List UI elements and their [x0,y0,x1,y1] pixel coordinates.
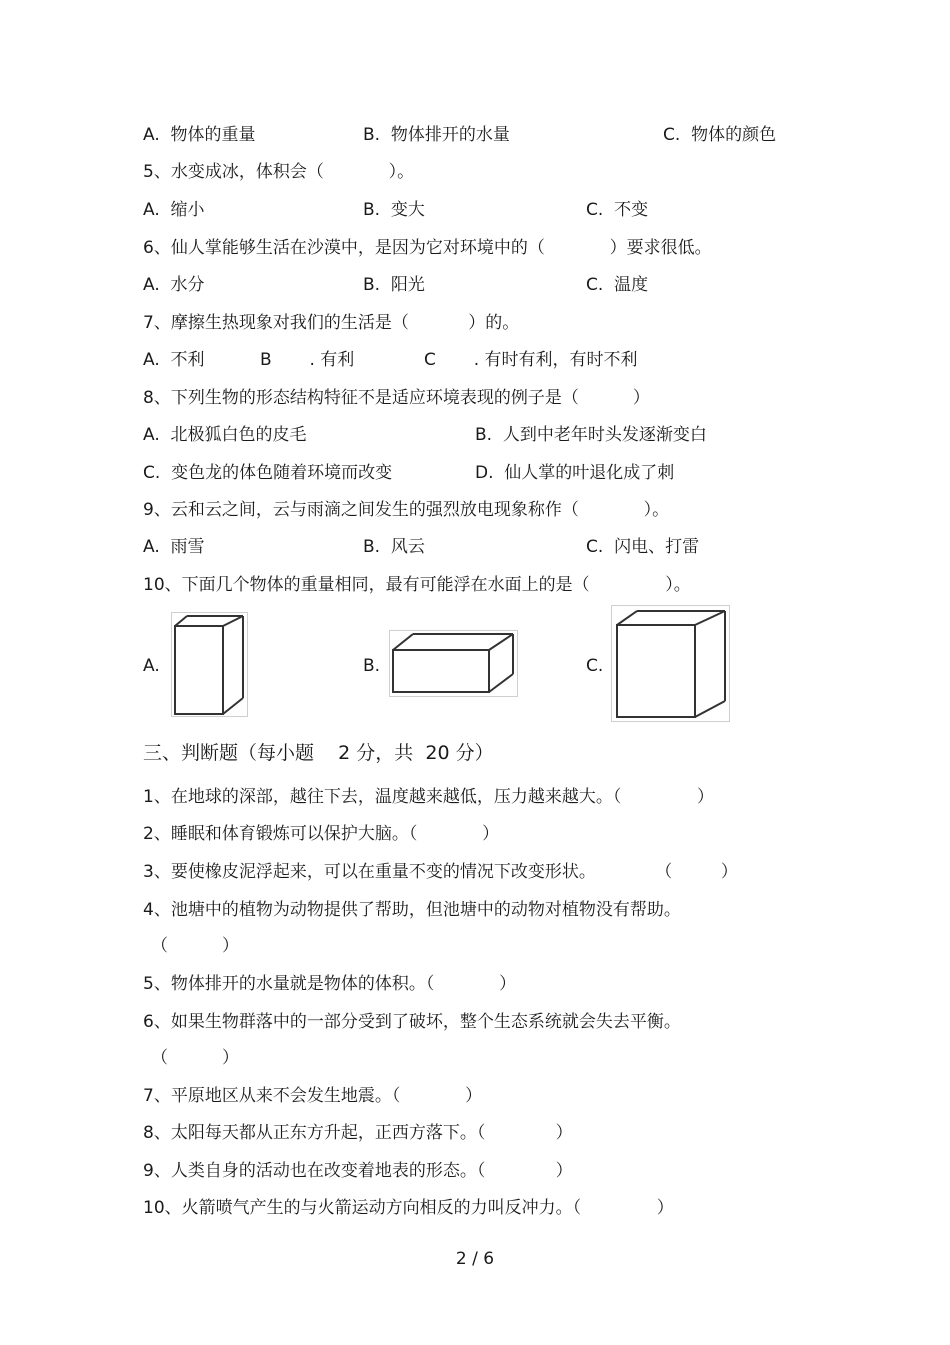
q6-option-c: C. 温度 [586,275,649,295]
q7-stem: 7、摩擦生热现象对我们的生活是（ ）的。 [143,313,520,333]
q4-option-b: B. 物体排开的水量 [363,125,510,145]
judge-item-10: 10、火箭喷气产生的与火箭运动方向相反的力叫反冲力。（ ） [143,1198,674,1218]
judge-item-6: 6、如果生物群落中的一部分受到了破坏，整个生态系统就会失去平衡。 [143,1012,681,1032]
q9-stem: 9、云和云之间，云与雨滴之间发生的强烈放电现象称作（ ）。 [143,500,670,520]
q9-option-b: B. 风云 [363,537,425,557]
judge-item-7: 7、平原地区从来不会发生地震。（ ） [143,1086,483,1106]
page-number: 2 / 6 [455,1249,495,1269]
q5-option-b: B. 变大 [363,200,425,220]
q4-option-c: C. 物体的颜色 [663,125,777,145]
q8-stem: 8、下列生物的形态结构特征不是适应环境表现的例子是（ ） [143,388,650,408]
q4-option-a: A. 物体的重量 [143,125,256,145]
q6-option-a: A. 水分 [143,275,205,295]
section-3-title: 三、判断题（每小题 2 分，共 20 分） [143,742,494,764]
judge-item-9: 9、人类自身的活动也在改变着地表的形态。（ ） [143,1161,573,1181]
q10-stem: 10、下面几个物体的重量相同，最有可能浮在水面上的是（ ）。 [143,575,691,595]
judge-item-2: 2、睡眠和体育锻炼可以保护大脑。（ ） [143,824,500,844]
judge-item-4: 4、池塘中的植物为动物提供了帮助，但池塘中的动物对植物没有帮助。 [143,900,681,920]
q9-option-a: A. 雨雪 [143,537,205,557]
q10-option-a-label: A. [143,656,160,676]
q6-stem: 6、仙人掌能够生活在沙漠中，是因为它对环境中的（ ）要求很低。 [143,238,712,258]
judge-item-6-blank: （ ） [151,1048,240,1068]
q8-option-a: A. 北极狐白色的皮毛 [143,425,307,445]
judge-item-3: 3、要使橡皮泥浮起来，可以在重量不变的情况下改变形状。 （ ） [143,862,738,882]
q7-option-b: B . 有利 [260,350,355,370]
q5-option-a: A. 缩小 [143,200,205,220]
q5-stem: 5、水变成冰，体积会（ ）。 [143,162,415,182]
tall-box-figure [171,612,249,718]
q7-option-a: A. 不利 [143,350,205,370]
q8-option-d: D. 仙人掌的叶退化成了刺 [475,463,675,483]
q8-option-c: C. 变色龙的体色随着环境而改变 [143,463,393,483]
flat-box-figure [389,630,519,698]
q10-option-c-label: C. [586,656,604,676]
q8-option-b: B. 人到中老年时头发逐渐变白 [475,425,707,445]
q10-option-b-label: B. [363,656,381,676]
judge-item-8: 8、太阳每天都从正东方升起，正西方落下。（ ） [143,1123,573,1143]
q7-option-c: C . 有时有利，有时不利 [424,350,638,370]
judge-item-1: 1、在地球的深部，越往下去，温度越来越低，压力越来越大。（ ） [143,787,714,807]
judge-item-5: 5、物体排开的水量就是物体的体积。（ ） [143,974,517,994]
q6-option-b: B. 阳光 [363,275,425,295]
cube-figure [611,605,731,723]
q9-option-c: C. 闪电、打雷 [586,537,700,557]
q5-option-c: C. 不变 [586,200,649,220]
judge-item-4-blank: （ ） [151,936,240,956]
